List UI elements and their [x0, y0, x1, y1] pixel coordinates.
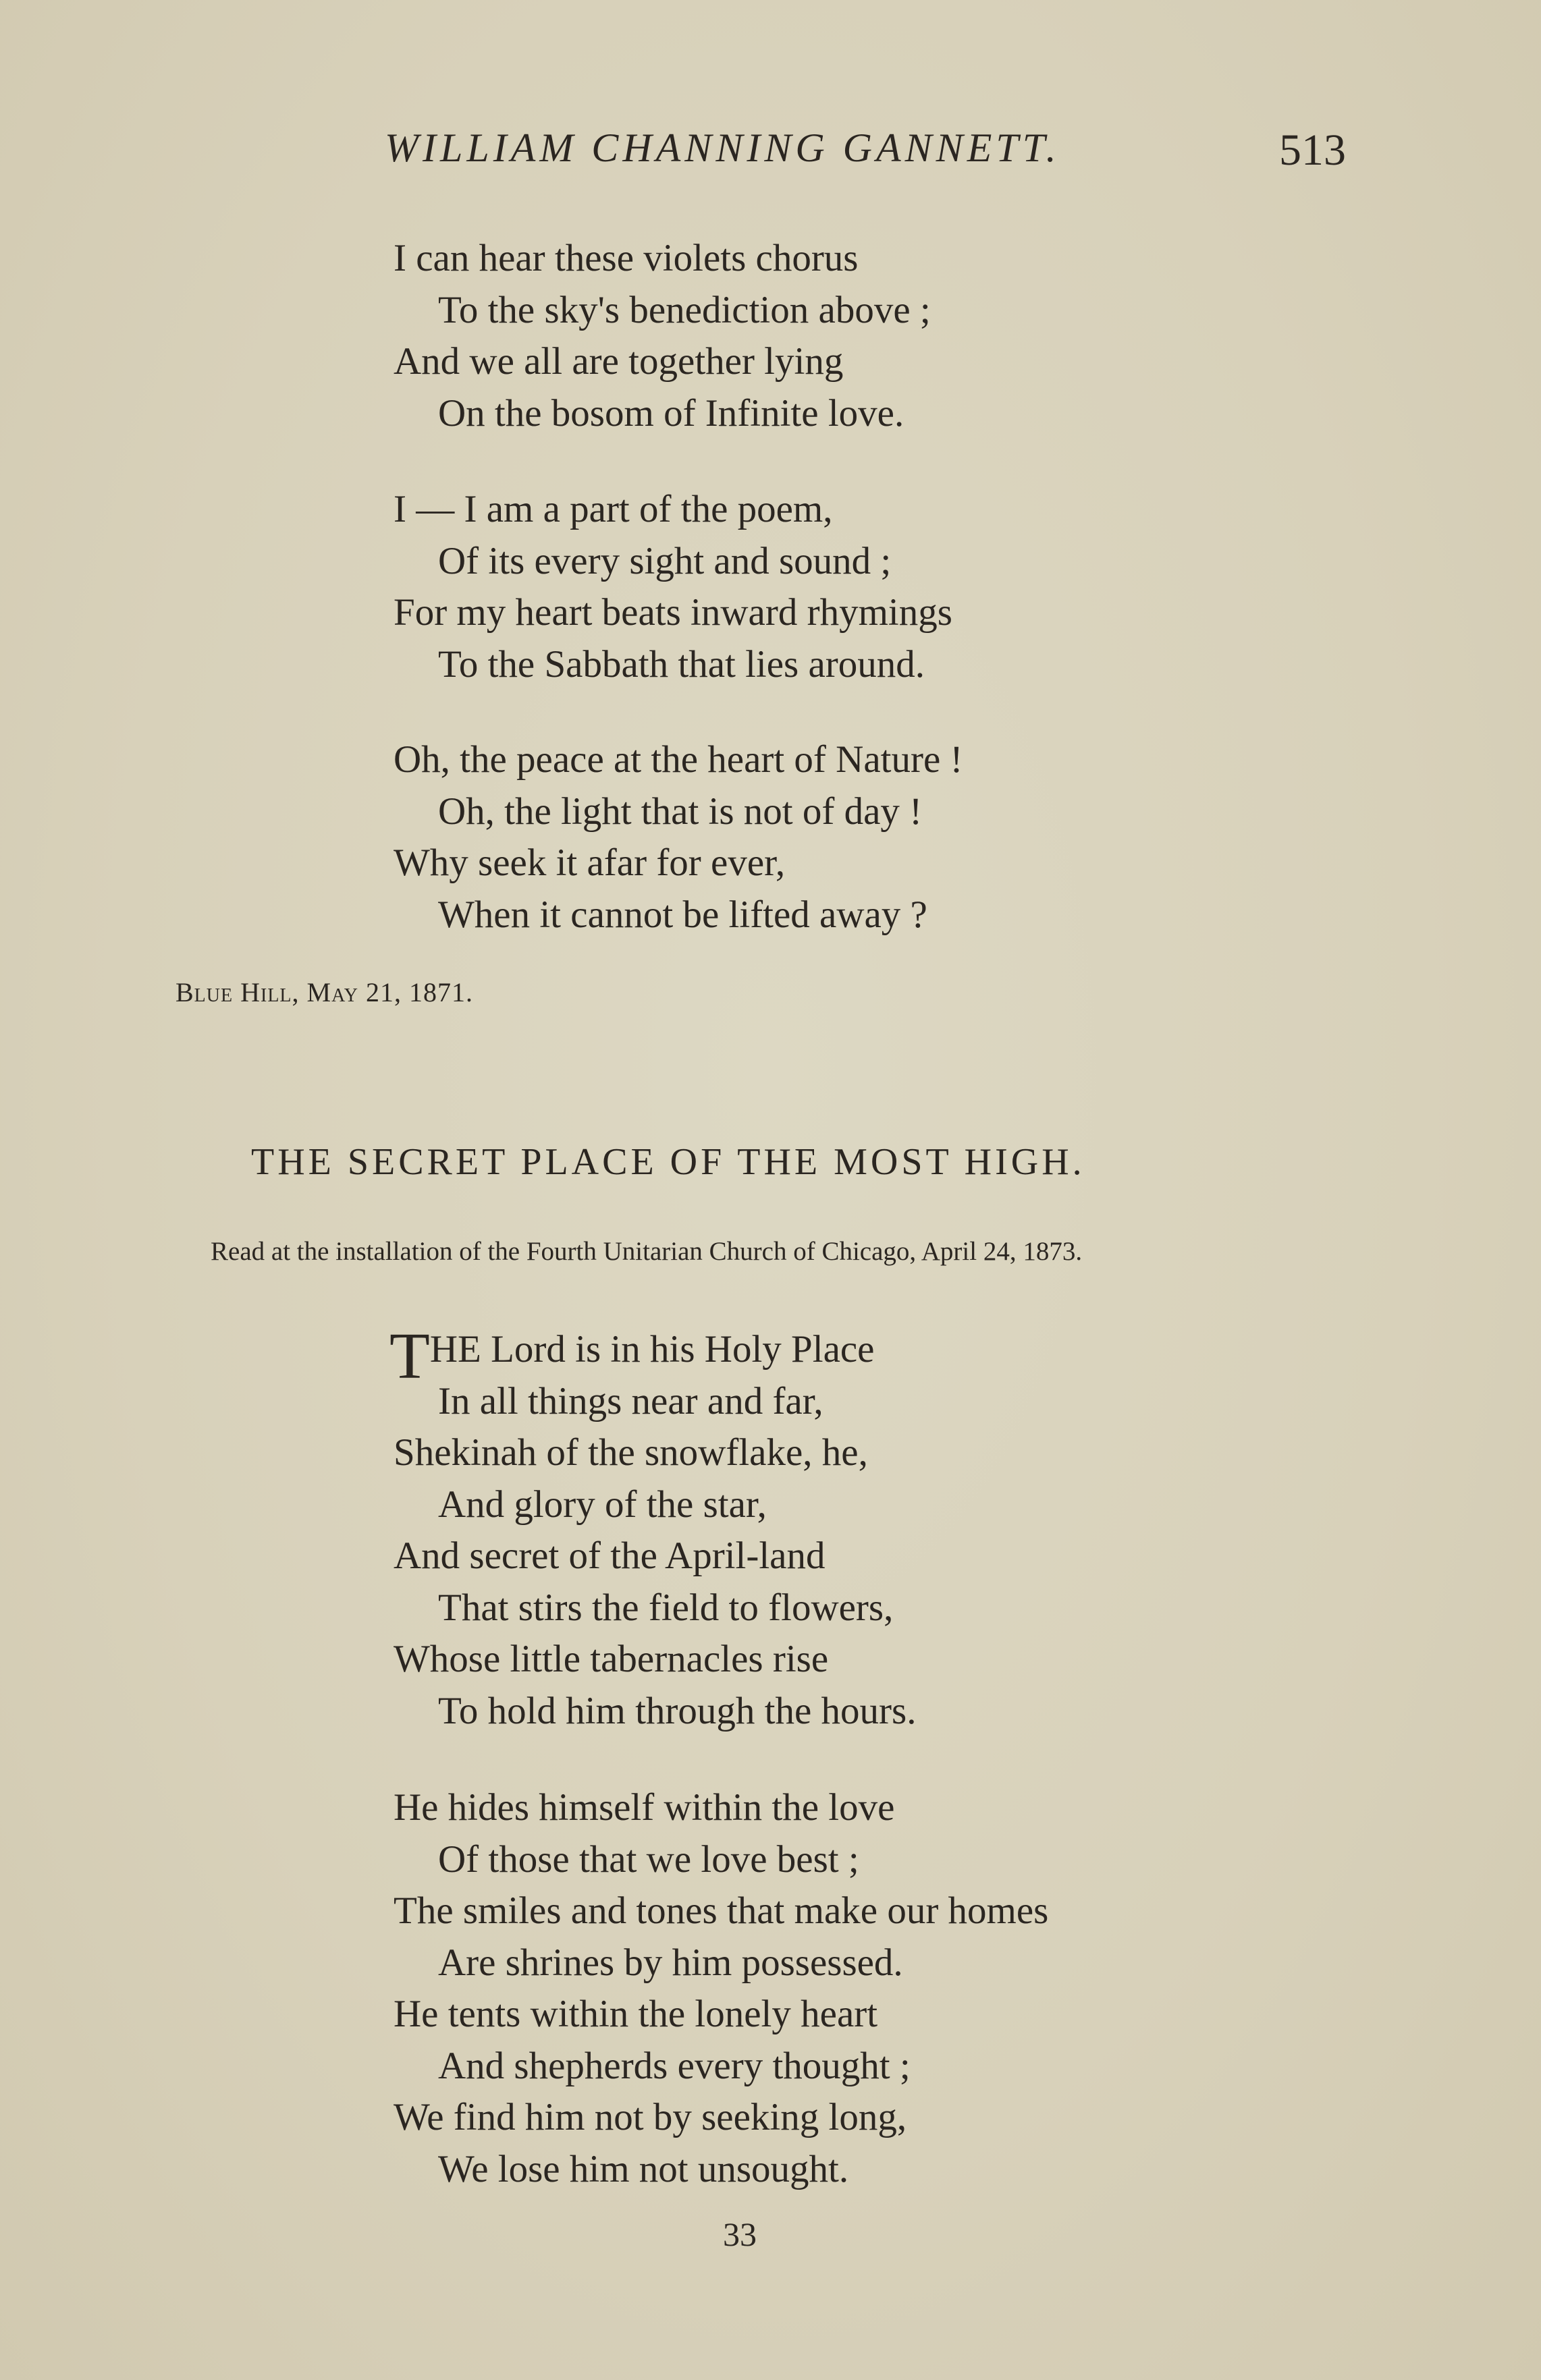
verse-line: Oh, the light that is not of day !	[438, 790, 923, 833]
stanza-2	[394, 484, 952, 690]
verse-line: Whose little tabernacles rise	[394, 1638, 829, 1680]
verse-line: To the sky's benediction above ;	[438, 288, 931, 331]
verse-line: Why seek it afar for ever,	[394, 841, 786, 884]
poem-title: THE SECRET PLACE OF THE MOST HIGH.	[251, 1141, 1085, 1183]
running-head: WILLIAM CHANNING GANNETT.	[385, 126, 1060, 170]
verse-line: In all things near and far,	[438, 1379, 823, 1422]
verse-line: He tents within the lonely heart	[394, 1993, 878, 2035]
place-date-signature: Blue Hill, May 21, 1871.	[175, 977, 473, 1007]
verse-line: And shepherds every thought ;	[438, 2044, 911, 2087]
stanza-1	[394, 233, 931, 439]
verse-line: I — I am a part of the poem,	[394, 488, 833, 530]
verse-line: And glory of the star,	[438, 1483, 767, 1526]
verse-line: On the bosom of Infinite love.	[438, 391, 904, 435]
verse-line: Oh, the peace at the heart of Nature !	[394, 738, 963, 781]
verse-line: To hold him through the hours.	[438, 1689, 917, 1732]
verse-line: And secret of the April-land	[394, 1534, 826, 1577]
verse-line: The smiles and tones that make our homes	[394, 1889, 1049, 1932]
signature-mark: 33	[723, 2215, 757, 2253]
verse-line: That stirs the field to flowers,	[438, 1586, 894, 1629]
verse-line: For my heart beats inward rhymings	[394, 591, 952, 634]
poem-stanza-2	[394, 1782, 1048, 2195]
verse-line: Of those that we love best ;	[438, 1837, 859, 1881]
verse-line: When it cannot be lifted away ?	[438, 893, 927, 936]
verse-line: Shekinah of the snowflake, he,	[394, 1431, 868, 1474]
verse-line-first: THE Lord is in his Holy Place	[389, 1320, 875, 1393]
first-line-text: HE Lord is in his Holy Place	[429, 1328, 875, 1371]
verse-line: He hides himself within the love	[394, 1786, 895, 1829]
verse-line: Of its every sight and sound ;	[438, 539, 892, 582]
poem-subtitle: Read at the installation of the Fourth Unitarian Church of Chicago, April 24, 1873.	[211, 1237, 1083, 1266]
verse-line: Are shrines by him possessed.	[438, 1941, 903, 1984]
verse-line: To the Sabbath that lies around.	[438, 642, 925, 686]
verse-line: I can hear these violets chorus	[394, 237, 859, 279]
poem-stanza-1	[389, 1320, 917, 1737]
verse-line: And we all are together lying	[394, 340, 844, 383]
verse-line: We lose him not unsought.	[438, 2147, 849, 2190]
stanza-3	[394, 734, 963, 941]
verse-line: We find him not by seeking long,	[394, 2096, 907, 2138]
page-number: 513	[1279, 126, 1346, 175]
